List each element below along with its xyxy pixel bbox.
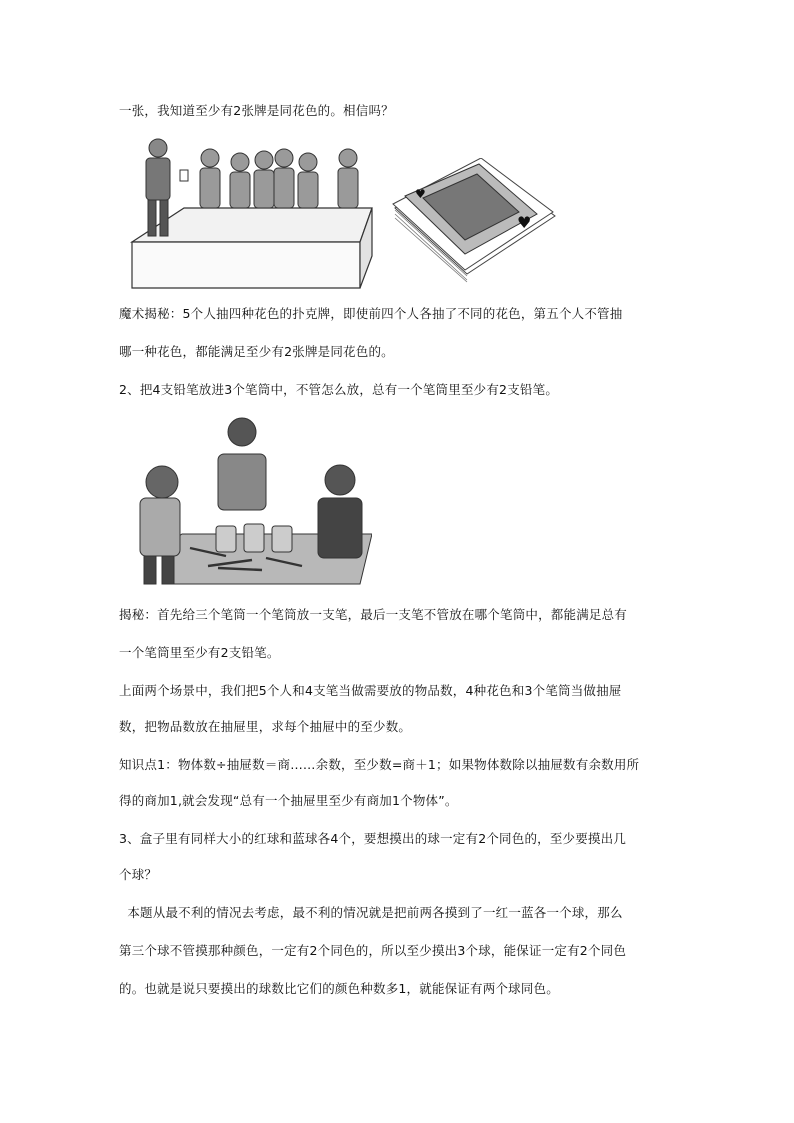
text-line-13: 本题从最不利的情况去考虑，最不利的情况就是把前两各摸到了一红一蓝各一个球，那么 [119,905,623,920]
text-line-15: 的。也就是说只要摸出的球数比它们的颜色种数多1，就能保证有两个球同色。 [119,981,559,996]
text-line-8: 数，把物品数放在抽屉里，求每个抽屉中的至少数。 [119,719,412,734]
text-line-3: 哪一种花色，都能满足至少有2张牌是同花色的。 [119,344,394,359]
text-line-1: 一张，我知道至少有2张牌是同花色的。相信吗？ [119,103,394,118]
playing-cards-illustration [385,158,560,283]
text-line-14: 第三个球不管摸那种颜色，一定有2个同色的，所以至少摸出3个球，能保证一定有2个同色 [119,943,627,958]
text-line-12: 个球？ [119,867,158,882]
text-line-6: 一个笔筒里至少有2支铅笔。 [119,645,280,660]
text-line-10: 得的商加1,就会发现“总有一个抽屉里至少有商加1个物体”。 [119,793,458,808]
svg-text:♥: ♥ [415,187,426,201]
text-line-4: 2、把4支铅笔放进3个笔筒中，不管怎么放，总有一个笔筒里至少有2支铅笔。 [119,382,559,397]
svg-text:♥: ♥ [517,213,532,232]
magic-trick-illustration [124,134,374,290]
text-line-7: 上面两个场景中，我们把5个人和4支笔当做需要放的物品数，4种花色和3个笔筒当做抽屉 [119,683,622,698]
text-line-11: 3、盒子里有同样大小的红球和蓝球各4个，要想摸出的球一定有2个同色的，至少要摸出几 [119,831,627,846]
pencil-holder-illustration [122,414,372,586]
text-line-5: 揭秘：首先给三个笔筒一个笔筒放一支笔，最后一支笔不管放在哪个笔筒中，都能满足总有 [119,607,628,622]
text-line-9: 知识点1：物体数÷抽屉数＝商……余数，至少数=商＋1；如果物体数除以抽屉数有余数用所 [119,757,640,772]
text-line-2: 魔术揭秘：5个人抽四种花色的扑克牌，即使前四个人各抽了不同的花色，第五个人不管抽 [119,306,623,321]
